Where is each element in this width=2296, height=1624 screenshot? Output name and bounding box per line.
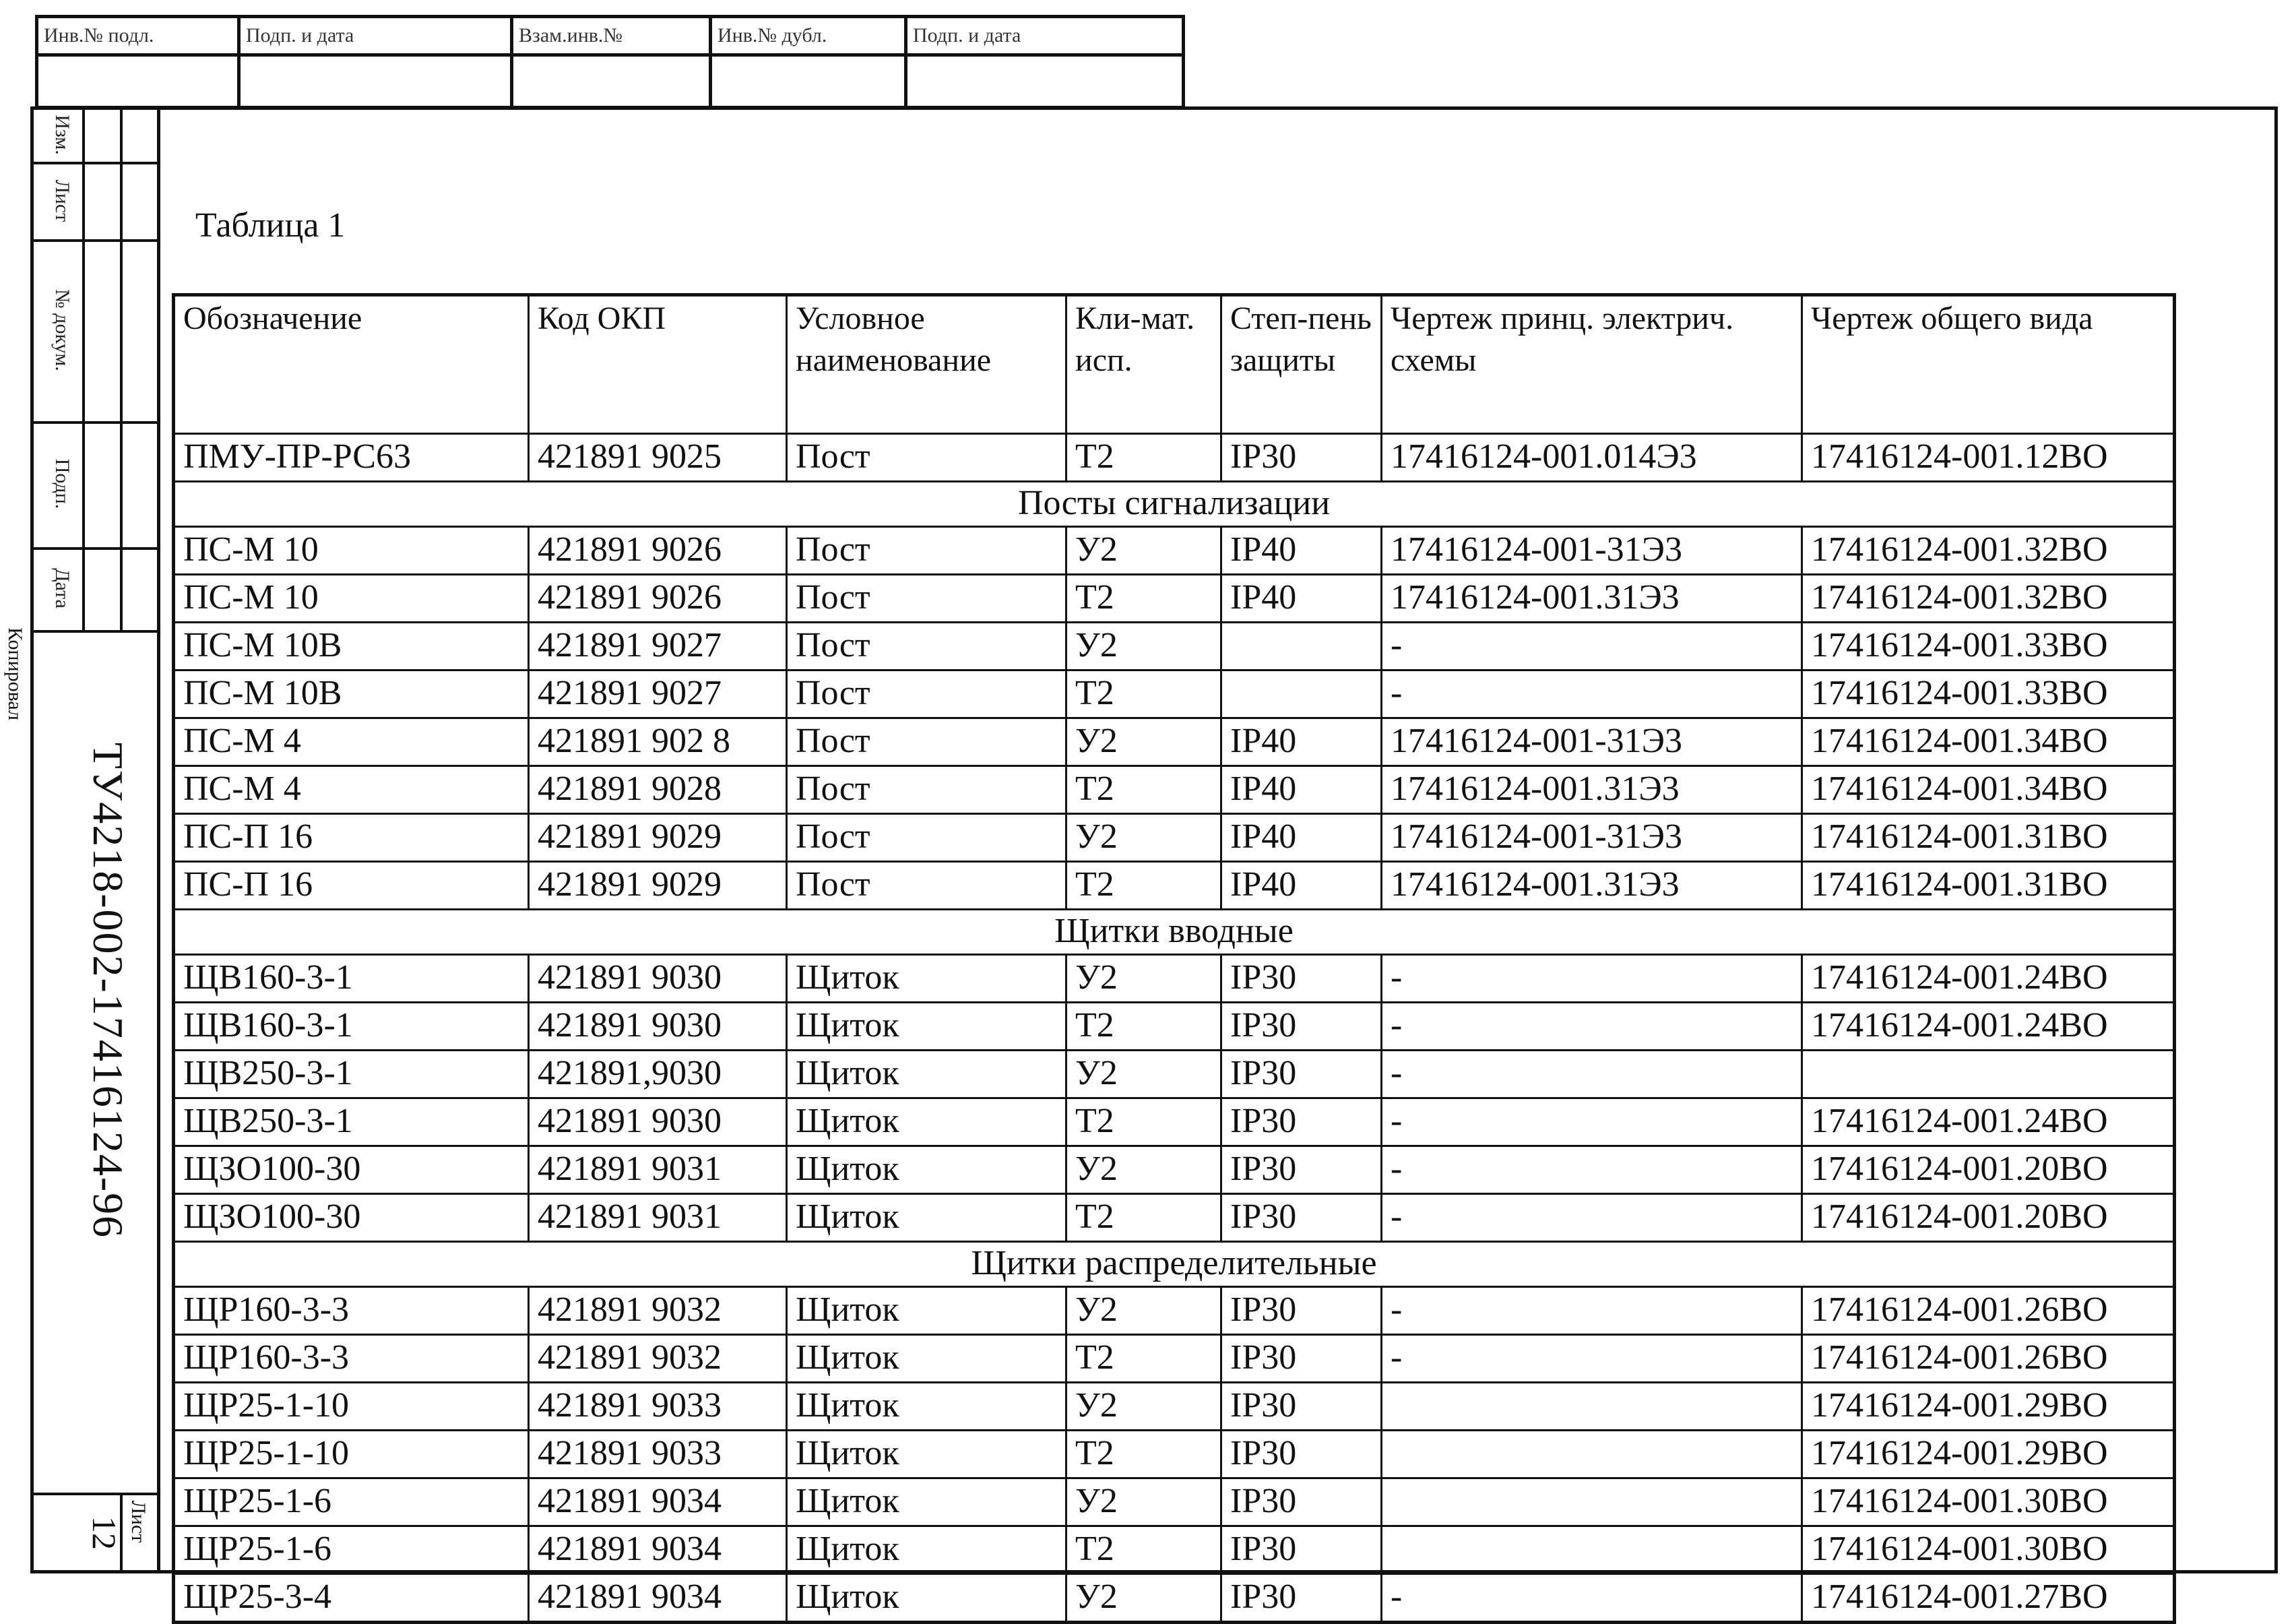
cell-obshchiy-vid: 17416124-001.20ВО <box>1802 1146 2175 1194</box>
cell-obshchiy-vid: 17416124-001.24ВО <box>1802 955 2175 1003</box>
cell-obshchiy-vid: 17416124-001.33ВО <box>1802 670 2175 718</box>
cell-skhema: 17416124-001.31Э3 <box>1382 575 1802 623</box>
cell-kod-okp: 421891 9028 <box>529 766 787 814</box>
table-row <box>174 434 2175 482</box>
cell-klimat: У2 <box>1066 718 1221 766</box>
stamp-podp-data-2: Подп. и дата <box>906 17 1184 55</box>
cell-naimenovanie: Пост <box>787 670 1066 718</box>
cell-obshchiy-vid: 17416124-001.31ВО <box>1802 862 2175 910</box>
cell-oboznachenie: ЩР25-1-10 <box>174 1431 529 1478</box>
cell-stepen: IP30 <box>1221 1383 1382 1431</box>
section-row <box>174 1242 2175 1287</box>
cell-oboznachenie: ЩР25-1-6 <box>174 1478 529 1526</box>
cell-naimenovanie: Щиток <box>787 1526 1066 1574</box>
cell-skhema: - <box>1382 1194 1802 1242</box>
cell-obshchiy-vid: 17416124-001.29ВО <box>1802 1383 2175 1431</box>
header-kod-okp: Код ОКП <box>529 295 787 434</box>
cell-kod-okp: 421891 9034 <box>529 1478 787 1526</box>
cell-naimenovanie: Щиток <box>787 1287 1066 1335</box>
cell-naimenovanie: Щиток <box>787 1335 1066 1383</box>
cell-naimenovanie: Щиток <box>787 1146 1066 1194</box>
table-row <box>174 1383 2175 1431</box>
table-row <box>174 1003 2175 1051</box>
cell-skhema <box>1382 1526 1802 1574</box>
cell-naimenovanie: Щиток <box>787 1431 1066 1478</box>
frame-right <box>2274 106 2278 1573</box>
table-row <box>174 862 2175 910</box>
cell-kod-okp: 421891 9027 <box>529 623 787 670</box>
cell-stepen: IP30 <box>1221 1098 1382 1146</box>
cell-naimenovanie: Пост <box>787 814 1066 862</box>
cell-klimat: Т2 <box>1066 1431 1221 1478</box>
side-label-list: Лист <box>51 179 73 222</box>
cell-oboznachenie: ЩР160-3-3 <box>174 1335 529 1383</box>
cell-skhema: 17416124-001.31Э3 <box>1382 862 1802 910</box>
cell-kod-okp: 421891 9031 <box>529 1146 787 1194</box>
sheet-number: 12 <box>86 1516 123 1550</box>
stamp-table <box>35 15 1185 109</box>
cell-obshchiy-vid: 17416124-001.20ВО <box>1802 1194 2175 1242</box>
cell-oboznachenie: ПС-П 16 <box>174 862 529 910</box>
header-uslovnoe: Условное наименование <box>787 295 1066 434</box>
cell-skhema: - <box>1382 955 1802 1003</box>
table-row <box>174 1098 2175 1146</box>
table-header-row <box>174 295 2175 434</box>
cell-stepen: IP40 <box>1221 862 1382 910</box>
table-row <box>174 814 2175 862</box>
cell-skhema <box>1382 1431 1802 1478</box>
cell-obshchiy-vid: 17416124-001.30ВО <box>1802 1526 2175 1574</box>
cell-kod-okp: 421891 902 8 <box>529 718 787 766</box>
cell-skhema: - <box>1382 1146 1802 1194</box>
cell-skhema: - <box>1382 1287 1802 1335</box>
cell-klimat: У2 <box>1066 623 1221 670</box>
cell-stepen: IP30 <box>1221 1478 1382 1526</box>
cell-oboznachenie: ЩВ250-3-1 <box>174 1051 529 1098</box>
section-row <box>174 910 2175 955</box>
table-row <box>174 1287 2175 1335</box>
stamp-podp-data: Подп. и дата <box>239 17 512 55</box>
cell-obshchiy-vid: 17416124-001.34ВО <box>1802 766 2175 814</box>
frame-inner-left <box>157 106 160 1573</box>
cell-klimat: Т2 <box>1066 670 1221 718</box>
cell-klimat: Т2 <box>1066 434 1221 482</box>
cell-naimenovanie: Щиток <box>787 1098 1066 1146</box>
cell-klimat: Т2 <box>1066 1335 1221 1383</box>
cell-oboznachenie: ЩЗО100-30 <box>174 1146 529 1194</box>
section-title: Щитки вводные <box>174 910 2175 955</box>
cell-kod-okp: 421891 9034 <box>529 1574 787 1623</box>
cell-stepen: IP40 <box>1221 766 1382 814</box>
cell-klimat: Т2 <box>1066 575 1221 623</box>
frame-top <box>158 106 2277 110</box>
main-table-container <box>172 293 2173 1624</box>
cell-naimenovanie: Щиток <box>787 1003 1066 1051</box>
cell-skhema: - <box>1382 1574 1802 1623</box>
cell-stepen: IP30 <box>1221 434 1382 482</box>
cell-kod-okp: 421891 9026 <box>529 575 787 623</box>
cell-naimenovanie: Щиток <box>787 1383 1066 1431</box>
section-title: Посты сигнализации <box>174 482 2175 527</box>
table-body <box>174 434 2175 1623</box>
cell-stepen: IP30 <box>1221 955 1382 1003</box>
cell-oboznachenie: ЩР160-3-3 <box>174 1287 529 1335</box>
sheet-label: Лист <box>127 1500 150 1543</box>
cell-oboznachenie: ПС-М 4 <box>174 766 529 814</box>
cell-kod-okp: 421891 9031 <box>529 1194 787 1242</box>
cell-obshchiy-vid: 17416124-001.32ВО <box>1802 527 2175 575</box>
cell-obshchiy-vid: 17416124-001.33ВО <box>1802 623 2175 670</box>
table-row <box>174 670 2175 718</box>
cell-stepen: IP30 <box>1221 1574 1382 1623</box>
cell-skhema: 17416124-001.014Э3 <box>1382 434 1802 482</box>
cell-skhema: 17416124-001-31Э3 <box>1382 718 1802 766</box>
cell-skhema: - <box>1382 1335 1802 1383</box>
stamp-vzam-inv: Взам.инв.№ <box>512 17 711 55</box>
table-row <box>174 1051 2175 1098</box>
cell-naimenovanie: Щиток <box>787 1574 1066 1623</box>
cell-kod-okp: 421891 9030 <box>529 1098 787 1146</box>
stamp-inv-dubl: Инв.№ дубл. <box>711 17 906 55</box>
table-row <box>174 1574 2175 1623</box>
cell-obshchiy-vid: 17416124-001.34ВО <box>1802 718 2175 766</box>
cell-obshchiy-vid: 17416124-001.27ВО <box>1802 1574 2175 1623</box>
header-chertezh-vida: Чертеж общего вида <box>1802 295 2175 434</box>
cell-klimat: У2 <box>1066 1383 1221 1431</box>
cell-skhema: - <box>1382 1051 1802 1098</box>
table-row <box>174 718 2175 766</box>
cell-kod-okp: 421891 9030 <box>529 955 787 1003</box>
side-label-data: Дата <box>51 568 73 608</box>
section-row <box>174 482 2175 527</box>
stamp-block <box>35 15 1182 109</box>
cell-skhema: 17416124-001-31Э3 <box>1382 527 1802 575</box>
table-row <box>174 1478 2175 1526</box>
cell-oboznachenie: ЩР25-1-10 <box>174 1383 529 1431</box>
cell-naimenovanie: Щиток <box>787 1194 1066 1242</box>
cell-klimat: У2 <box>1066 1478 1221 1526</box>
cell-naimenovanie: Щиток <box>787 1478 1066 1526</box>
table-row <box>174 623 2175 670</box>
cell-stepen: IP30 <box>1221 1051 1382 1098</box>
cell-obshchiy-vid <box>1802 1051 2175 1098</box>
cell-oboznachenie: ЩВ160-3-1 <box>174 955 529 1003</box>
cell-kod-okp: 421891,9030 <box>529 1051 787 1098</box>
cell-stepen: IP40 <box>1221 718 1382 766</box>
cell-kod-okp: 421891 9030 <box>529 1003 787 1051</box>
cell-oboznachenie: ПС-П 16 <box>174 814 529 862</box>
cell-obshchiy-vid: 17416124-001.26ВО <box>1802 1335 2175 1383</box>
cell-stepen: IP30 <box>1221 1194 1382 1242</box>
cell-obshchiy-vid: 17416124-001.29ВО <box>1802 1431 2175 1478</box>
cell-stepen: IP30 <box>1221 1287 1382 1335</box>
table-row <box>174 1194 2175 1242</box>
cell-skhema: - <box>1382 1003 1802 1051</box>
cell-klimat: У2 <box>1066 1051 1221 1098</box>
header-klimat: Кли-мат. исп. <box>1066 295 1221 434</box>
cell-stepen: IP30 <box>1221 1335 1382 1383</box>
cell-stepen <box>1221 670 1382 718</box>
cell-skhema: 17416124-001-31Э3 <box>1382 814 1802 862</box>
table-row <box>174 955 2175 1003</box>
cell-klimat: Т2 <box>1066 862 1221 910</box>
cell-naimenovanie: Пост <box>787 434 1066 482</box>
cell-stepen: IP40 <box>1221 814 1382 862</box>
cell-kod-okp: 421891 9029 <box>529 862 787 910</box>
cell-obshchiy-vid: 17416124-001.24ВО <box>1802 1098 2175 1146</box>
stamp-inv-podl: Инв.№ подл. <box>37 17 239 55</box>
cell-kod-okp: 421891 9033 <box>529 1431 787 1478</box>
cell-kod-okp: 421891 9025 <box>529 434 787 482</box>
cell-skhema: - <box>1382 670 1802 718</box>
cell-oboznachenie: ЩВ160-3-1 <box>174 1003 529 1051</box>
cell-oboznachenie: ЩР25-1-6 <box>174 1526 529 1574</box>
cell-obshchiy-vid: 17416124-001.30ВО <box>1802 1478 2175 1526</box>
side-label-podp: Подп. <box>51 458 73 509</box>
cell-oboznachenie: ПС-М 10 <box>174 527 529 575</box>
cell-oboznachenie: ПС-М 10В <box>174 670 529 718</box>
cell-klimat: Т2 <box>1066 1194 1221 1242</box>
cell-obshchiy-vid: 17416124-001.24ВО <box>1802 1003 2175 1051</box>
cell-skhema: - <box>1382 1098 1802 1146</box>
cell-klimat: Т2 <box>1066 1003 1221 1051</box>
cell-klimat: У2 <box>1066 527 1221 575</box>
table-row <box>174 766 2175 814</box>
table-row <box>174 575 2175 623</box>
cell-kod-okp: 421891 9032 <box>529 1335 787 1383</box>
cell-klimat: У2 <box>1066 1574 1221 1623</box>
copied-label: Копировал <box>4 627 26 720</box>
cell-obshchiy-vid: 17416124-001.12ВО <box>1802 434 2175 482</box>
cell-naimenovanie: Пост <box>787 527 1066 575</box>
cell-klimat: У2 <box>1066 955 1221 1003</box>
cell-skhema <box>1382 1383 1802 1431</box>
cell-stepen: IP30 <box>1221 1526 1382 1574</box>
cell-kod-okp: 421891 9027 <box>529 670 787 718</box>
cell-naimenovanie: Щиток <box>787 1051 1066 1098</box>
cell-stepen: IP30 <box>1221 1003 1382 1051</box>
cell-skhema <box>1382 1478 1802 1526</box>
side-label-num-doc: № докум. <box>51 289 73 371</box>
header-stepen: Степ-пень защиты <box>1221 295 1382 434</box>
cell-oboznachenie: ПС-М 10В <box>174 623 529 670</box>
cell-stepen: IP30 <box>1221 1431 1382 1478</box>
cell-kod-okp: 421891 9029 <box>529 814 787 862</box>
cell-klimat: У2 <box>1066 1287 1221 1335</box>
cell-klimat: Т2 <box>1066 1098 1221 1146</box>
cell-kod-okp: 421891 9032 <box>529 1287 787 1335</box>
table-row <box>174 1431 2175 1478</box>
cell-skhema: - <box>1382 623 1802 670</box>
section-title: Щитки распределительные <box>174 1242 2175 1287</box>
cell-oboznachenie: ПС-М 10 <box>174 575 529 623</box>
table-row <box>174 1146 2175 1194</box>
table-row <box>174 1526 2175 1574</box>
cell-oboznachenie: ЩЗО100-30 <box>174 1194 529 1242</box>
cell-klimat: У2 <box>1066 814 1221 862</box>
cell-naimenovanie: Пост <box>787 766 1066 814</box>
cell-skhema: 17416124-001.31Э3 <box>1382 766 1802 814</box>
cell-oboznachenie: ПМУ-ПР-РС63 <box>174 434 529 482</box>
table-row <box>174 527 2175 575</box>
cell-oboznachenie: ЩР25-3-4 <box>174 1574 529 1623</box>
cell-kod-okp: 421891 9034 <box>529 1526 787 1574</box>
cell-stepen: IP30 <box>1221 1146 1382 1194</box>
cell-klimat: Т2 <box>1066 766 1221 814</box>
cell-naimenovanie: Пост <box>787 623 1066 670</box>
cell-klimat: У2 <box>1066 1146 1221 1194</box>
cell-oboznachenie: ЩВ250-3-1 <box>174 1098 529 1146</box>
cell-oboznachenie: ПС-М 4 <box>174 718 529 766</box>
table-row <box>174 1335 2175 1383</box>
cell-obshchiy-vid: 17416124-001.26ВО <box>1802 1287 2175 1335</box>
cell-stepen: IP40 <box>1221 575 1382 623</box>
table-caption: Таблица 1 <box>195 206 346 245</box>
cell-naimenovanie: Щиток <box>787 955 1066 1003</box>
main-table <box>172 293 2176 1624</box>
cell-naimenovanie: Пост <box>787 718 1066 766</box>
cell-obshchiy-vid: 17416124-001.31ВО <box>1802 814 2175 862</box>
cell-naimenovanie: Пост <box>787 575 1066 623</box>
header-oboznachenie: Обозначение <box>174 295 529 434</box>
cell-stepen: IP40 <box>1221 527 1382 575</box>
side-label-izm: Изм. <box>51 115 73 155</box>
header-chertezh-skhemy: Чертеж принц. электрич. схемы <box>1382 295 1802 434</box>
cell-naimenovanie: Пост <box>787 862 1066 910</box>
cell-klimat: Т2 <box>1066 1526 1221 1574</box>
cell-kod-okp: 421891 9026 <box>529 527 787 575</box>
document-code: ТУ4218-002-17416124-96 <box>84 742 132 1239</box>
cell-stepen <box>1221 623 1382 670</box>
cell-obshchiy-vid: 17416124-001.32ВО <box>1802 575 2175 623</box>
cell-kod-okp: 421891 9033 <box>529 1383 787 1431</box>
